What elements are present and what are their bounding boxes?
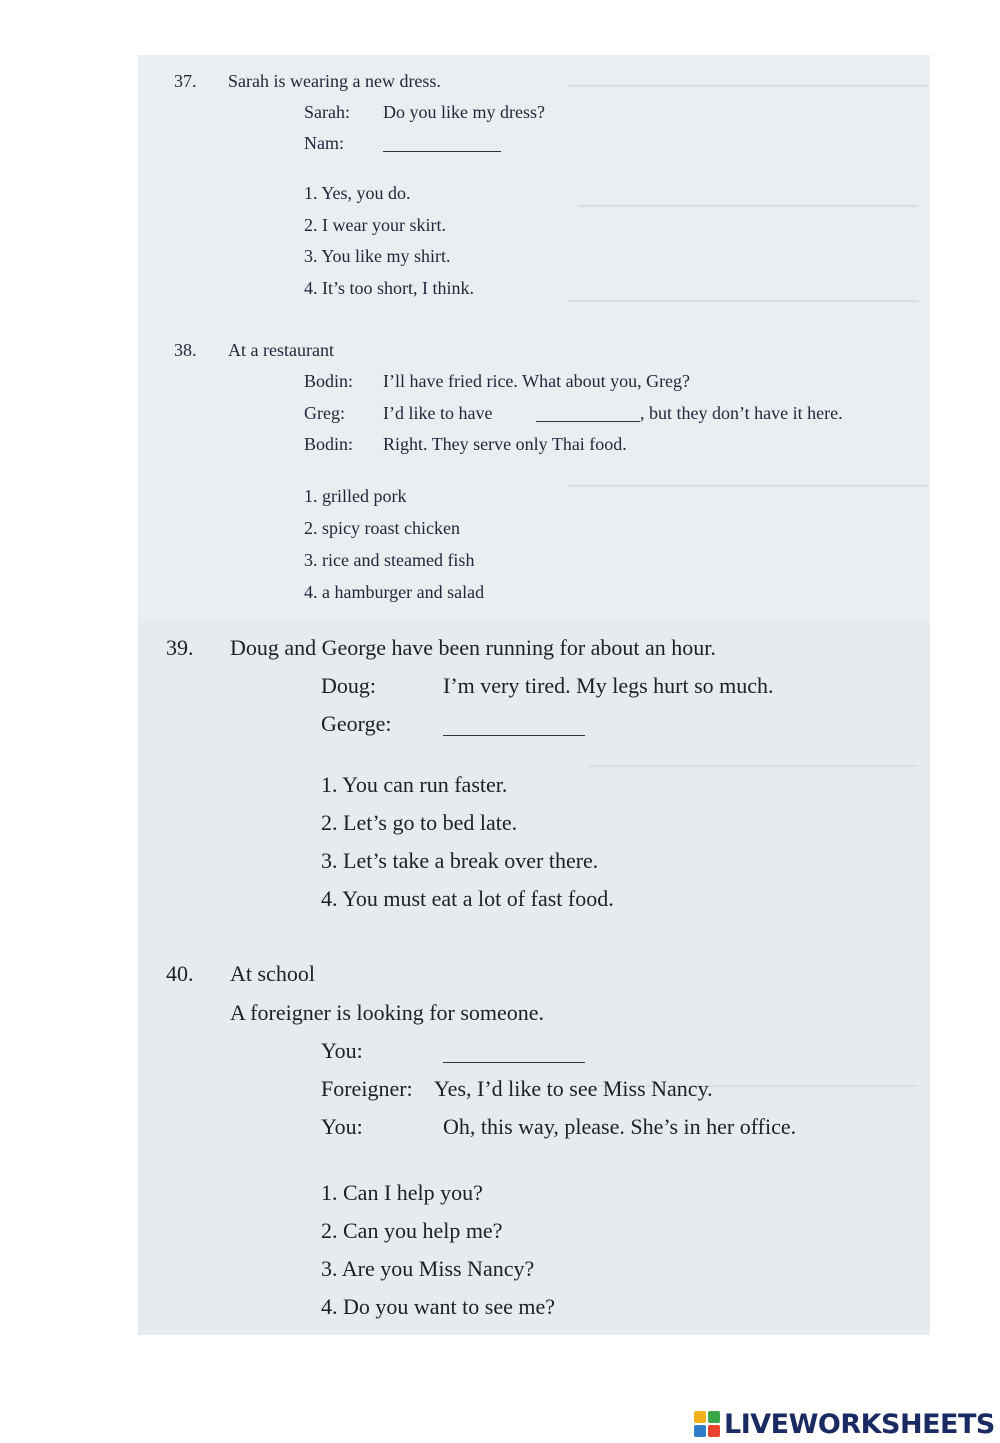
- option[interactable]: 2. spicy roast chicken: [304, 518, 460, 538]
- question-prompt: Doug and George have been running for about an hour.: [230, 635, 716, 660]
- dialogue-speaker: Nam:: [304, 133, 344, 153]
- dialogue-speaker: Greg:: [304, 403, 345, 423]
- dialogue-speaker: Bodin:: [304, 371, 354, 391]
- option[interactable]: 4. You must eat a lot of fast food.: [321, 886, 614, 911]
- question-context: A foreigner is looking for someone.: [230, 1000, 545, 1025]
- option[interactable]: 1. You can run faster.: [321, 772, 508, 797]
- dialogue-speaker: Doug:: [321, 673, 376, 698]
- option[interactable]: 1. Can I help you?: [321, 1180, 483, 1205]
- option[interactable]: 2. Let’s go to bed late.: [321, 810, 518, 835]
- question-prompt: Sarah is wearing a new dress.: [228, 71, 441, 91]
- dialogue-line: I’ll have fried rice. What about you, Greg?: [383, 371, 691, 391]
- dialogue-line: Oh, this way, please. She’s in her office.: [443, 1114, 797, 1139]
- option[interactable]: 1. Yes, you do.: [304, 183, 411, 203]
- dialogue-speaker: Sarah:: [304, 102, 350, 122]
- dialogue-line: Do you like my dress?: [383, 102, 545, 122]
- worksheet-scan: [138, 55, 930, 1335]
- brand-name: LIVEWORKSHEETS: [724, 1408, 995, 1440]
- dialogue-speaker: George:: [321, 711, 392, 736]
- question-number: 40.: [166, 961, 194, 986]
- answer-blank[interactable]: [443, 711, 585, 736]
- dialogue-line: Yes, I’d like to see Miss Nancy.: [434, 1076, 713, 1101]
- option[interactable]: 2. I wear your skirt.: [304, 215, 446, 235]
- question-prompt: At a restaurant: [228, 340, 334, 360]
- answer-blank[interactable]: [443, 1038, 585, 1063]
- option[interactable]: 3. Are you Miss Nancy?: [321, 1256, 535, 1281]
- dialogue-line: Right. They serve only Thai food.: [383, 434, 627, 454]
- dialogue-speaker: Foreigner:: [321, 1076, 413, 1101]
- question-number: 37.: [174, 71, 197, 91]
- option[interactable]: 2. Can you help me?: [321, 1218, 503, 1243]
- dialogue-speaker: Bodin:: [304, 434, 354, 454]
- dialogue-line-before-blank: I’d like to have: [383, 403, 493, 423]
- answer-blank[interactable]: [536, 403, 640, 422]
- liveworksheets-logo-icon: [694, 1411, 720, 1437]
- option[interactable]: 1. grilled pork: [304, 486, 407, 506]
- option[interactable]: 3. Let’s take a break over there.: [321, 848, 599, 873]
- answer-blank[interactable]: [383, 133, 501, 152]
- dialogue-speaker: You:: [321, 1114, 363, 1139]
- option[interactable]: 4. a hamburger and salad: [304, 582, 485, 602]
- question-number: 38.: [174, 340, 197, 360]
- question-prompt: At school: [230, 961, 315, 986]
- question-number: 39.: [166, 635, 194, 660]
- liveworksheets-logo[interactable]: [694, 1407, 995, 1441]
- option[interactable]: 3. rice and steamed fish: [304, 550, 475, 570]
- option[interactable]: 3. You like my shirt.: [304, 246, 451, 266]
- dialogue-line: I’m very tired. My legs hurt so much.: [443, 673, 774, 698]
- option[interactable]: 4. Do you want to see me?: [321, 1294, 555, 1319]
- dialogue-line-after-blank: , but they don’t have it here.: [640, 403, 843, 423]
- option[interactable]: 4. It’s too short, I think.: [304, 278, 474, 298]
- dialogue-speaker: You:: [321, 1038, 363, 1063]
